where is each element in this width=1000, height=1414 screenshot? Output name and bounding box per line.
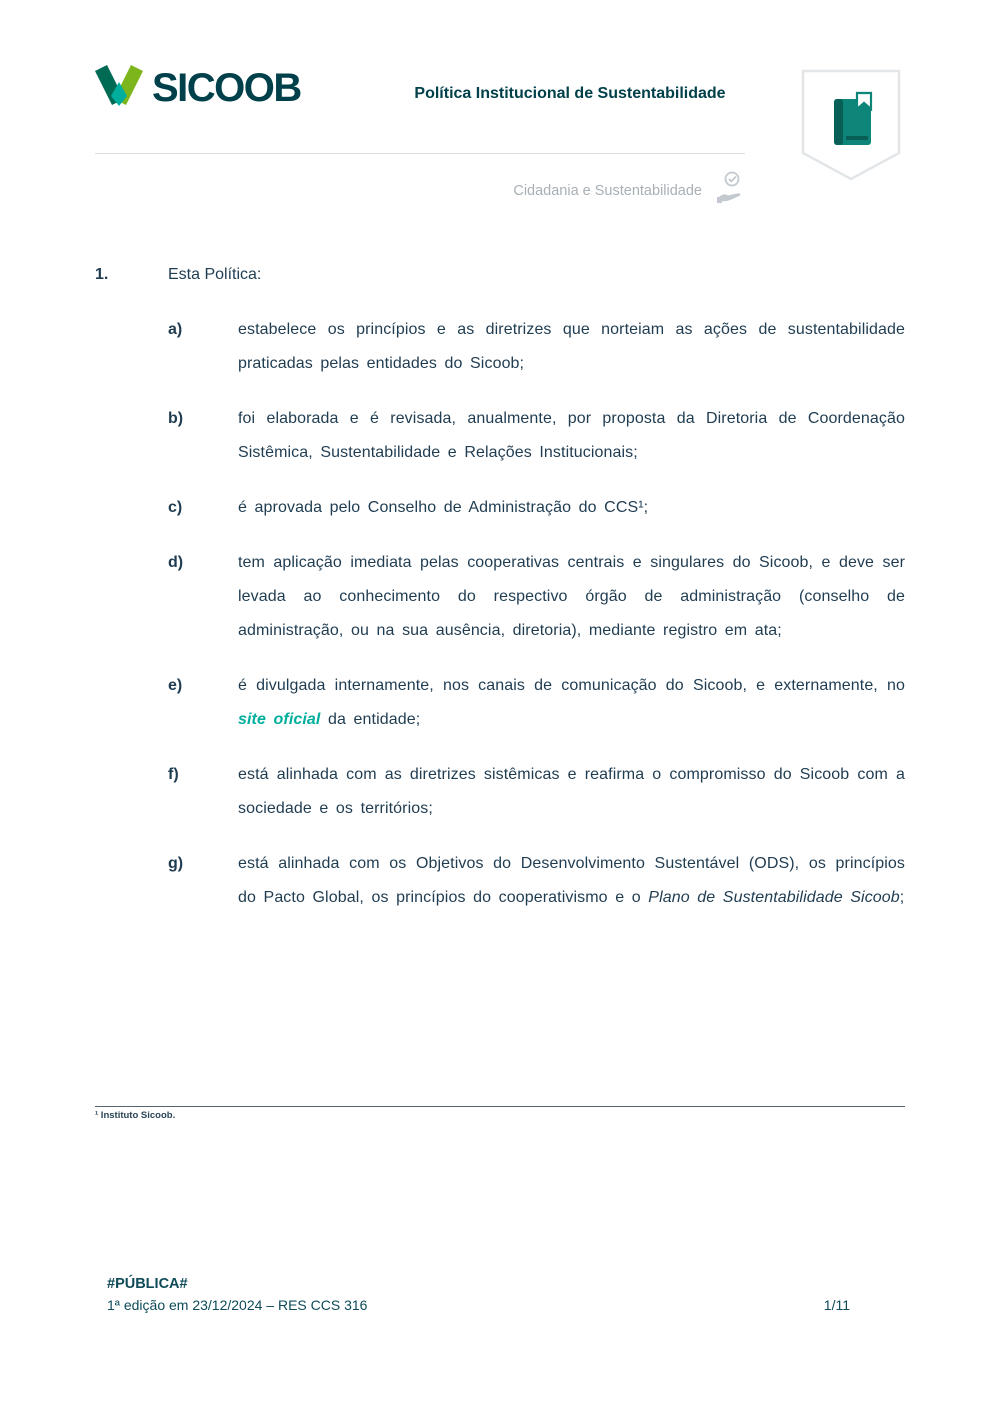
- edition-info: 1ª edição em 23/12/2024 – RES CCS 316: [107, 1297, 368, 1313]
- site-oficial-link[interactable]: site oficial: [238, 711, 321, 728]
- item-text-segment: está alinhada com os Objetivos do Desenvolvimento Sustentável (ODS), os princípios do Pacto Global, os princípios do cooperativismo e o: [238, 855, 905, 906]
- item-text: [238, 491, 905, 525]
- item-text-segment: Plano de Sustentabilidade Sicoob: [648, 889, 900, 906]
- classification-label: #PÚBLICA#: [107, 1276, 188, 1292]
- item-label: c): [168, 499, 183, 516]
- department-label: Cidadania e Sustentabilidade: [513, 183, 702, 199]
- footnote: ¹ Instituto Sicoob.: [95, 1110, 176, 1121]
- item-text-segment: está alinhada com as diretrizes sistêmicas e reafirma o compromisso do Sicoob com a sociedade e os territórios;: [238, 766, 905, 817]
- item-text-segment: estabelece os princípios e as diretrizes que norteiam as ações de sustentabilidade praticadas pelas entidades do Sicoob;: [238, 321, 905, 372]
- item-label: b): [168, 410, 184, 427]
- item-text-segment: é divulgada internamente, nos canais de comunicação do Sicoob, e externamente, no: [238, 677, 905, 694]
- item-text: [238, 402, 905, 470]
- document-title: Política Institucional de Sustentabilidade: [414, 85, 726, 102]
- item-label: d): [168, 554, 184, 571]
- policy-item: [95, 491, 905, 525]
- item-label: f): [168, 766, 179, 783]
- section-intro: Esta Política:: [168, 266, 262, 283]
- page-number: 1/11: [823, 1297, 850, 1313]
- book-icon: [800, 169, 902, 186]
- item-label: e): [168, 677, 183, 694]
- item-text: [238, 546, 905, 648]
- item-text: [238, 313, 905, 381]
- item-text: [238, 847, 905, 915]
- policy-item: [95, 546, 905, 648]
- sicoob-chevron-logo-icon: [95, 64, 143, 113]
- policy-items: [95, 313, 905, 915]
- sicoob-wordmark: SICOOB: [152, 66, 301, 110]
- policy-item: [95, 758, 905, 826]
- item-text: [238, 669, 905, 737]
- item-text-segment: ;: [899, 889, 905, 906]
- item-text-segment: da entidade;: [320, 711, 421, 728]
- giving-hands-icon: [715, 170, 745, 212]
- item-text-segment: foi elaborada e é revisada, anualmente, por proposta da Diretoria de Coordenação Sistêmica, Sustentabilidade e Relações Institucionais;: [238, 410, 905, 461]
- footnote-divider: [95, 1106, 905, 1107]
- section-number: 1.: [95, 266, 109, 283]
- document-body: [95, 258, 905, 915]
- item-text: [238, 758, 905, 826]
- item-label: g): [168, 855, 184, 872]
- book-badge: [800, 68, 902, 182]
- item-text-segment: é aprovada pelo Conselho de Administração do CCS¹;: [238, 499, 649, 516]
- sicoob-logo: [95, 64, 301, 113]
- policy-item: [95, 402, 905, 470]
- item-label: a): [168, 321, 183, 338]
- section-1: [95, 258, 905, 292]
- policy-item: [95, 669, 905, 737]
- header-divider: [95, 153, 745, 154]
- item-text-segment: tem aplicação imediata pelas cooperativas centrais e singulares do Sicoob, e deve ser levada ao conhecimento do respectivo órgão de administração (conselho de administração, ou na sua ausência, diretoria), mediante registro em ata;: [238, 554, 905, 639]
- policy-item: [95, 313, 905, 381]
- policy-item: [95, 847, 905, 915]
- page-footer: [107, 1276, 850, 1313]
